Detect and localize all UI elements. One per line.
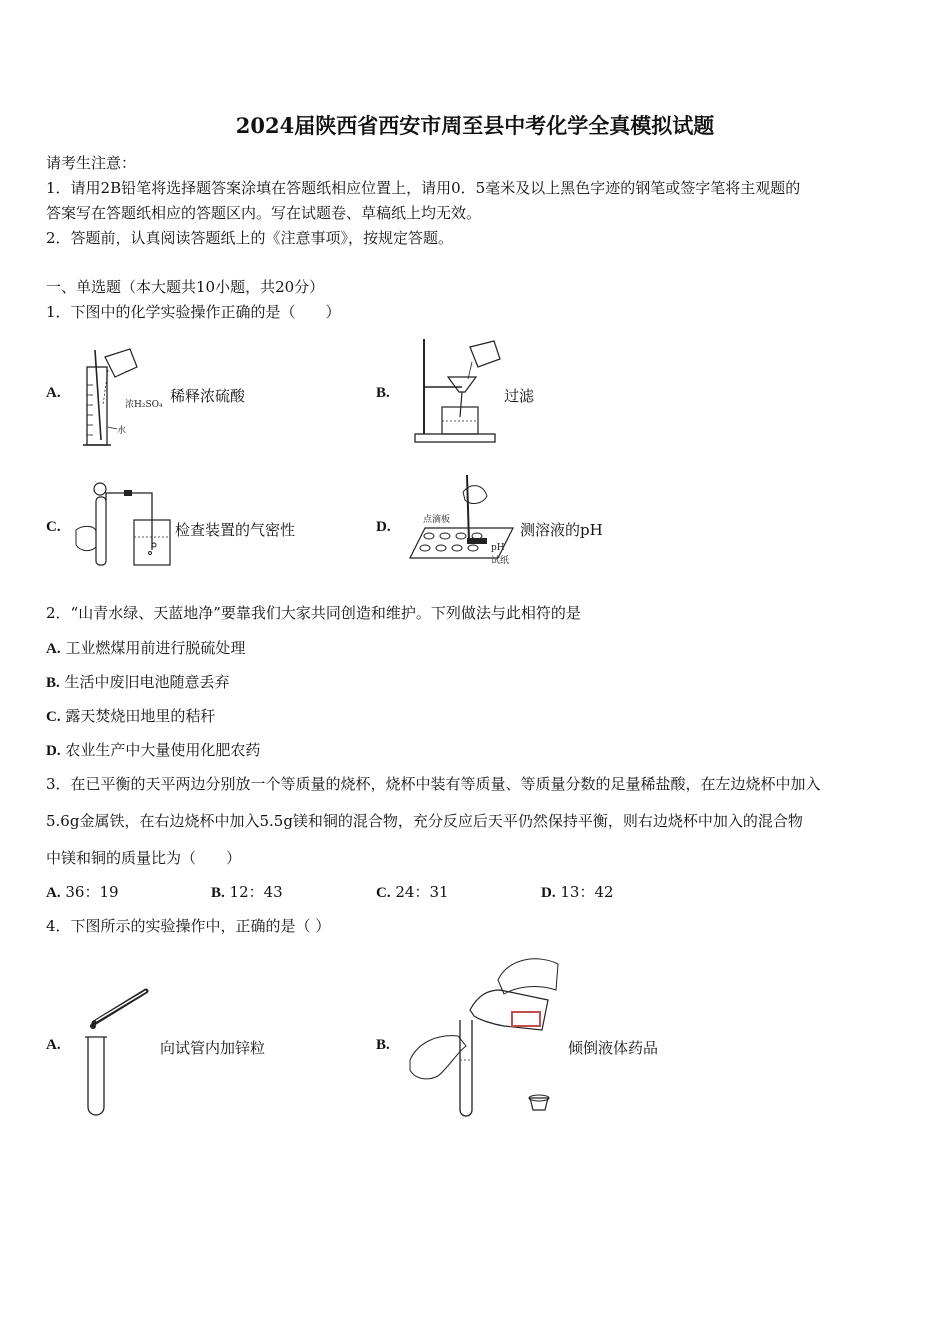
question-3-line-3: 中镁和铜的质量比为（ ） bbox=[46, 849, 242, 867]
q2-option-c-letter: C. bbox=[46, 709, 61, 725]
glass-rod bbox=[467, 475, 469, 542]
q2-option-c-text: 露天焚烧田地里的秸秆 bbox=[65, 707, 216, 725]
bottle-label bbox=[512, 1012, 540, 1026]
figure-a-water-label: 水 bbox=[117, 426, 127, 436]
q1-option-c-label: 检查装置的气密性 bbox=[175, 521, 296, 539]
funnel-stem bbox=[460, 392, 462, 417]
dilute-sulfuric-acid-figure bbox=[75, 345, 170, 450]
q2-option-a-letter: A. bbox=[46, 641, 61, 657]
funnel bbox=[448, 377, 476, 392]
tube-clip bbox=[124, 490, 132, 496]
q3-option-c bbox=[376, 881, 449, 902]
q2-option-d bbox=[46, 739, 260, 760]
page-title: 2024届陕西省西安市周至县中考化学全真模拟试题 bbox=[235, 113, 715, 138]
notice-item-2: 2．答题前，认真阅读答题纸上的《注意事项》，按规定答题。 bbox=[46, 229, 454, 247]
q3-option-a-letter: A. bbox=[46, 885, 61, 901]
q2-option-c bbox=[46, 705, 215, 726]
q2-option-b-letter: B. bbox=[46, 675, 60, 691]
q3-option-b-letter: B. bbox=[211, 885, 225, 901]
q3-option-c-text: 24：31 bbox=[395, 883, 449, 901]
tweezers-gap bbox=[96, 991, 146, 1021]
ph-paper bbox=[467, 538, 487, 544]
figure-d-ph-label: pH bbox=[491, 543, 505, 553]
cylinder-graduations bbox=[87, 385, 93, 435]
figure-d-plate-label: 点滴板 bbox=[423, 515, 451, 525]
glass-rod bbox=[95, 350, 101, 440]
question-2-stem: 2．“山青水绿、天蓝地净”要靠我们大家共同创造和维护。下列做法与此相符的是 bbox=[46, 604, 581, 622]
q3-option-c-letter: C. bbox=[376, 885, 391, 901]
ph-test-figure bbox=[405, 470, 515, 570]
notice-item-1-line-1: 1．请用2B铅笔将选择题答案涂填在答题纸相应位置上，请用0．5毫米及以上黑色字迹的钢笔或签字笔将主观题的 bbox=[46, 179, 801, 197]
q3-option-a-text: 36：19 bbox=[65, 883, 119, 901]
hand-icon bbox=[498, 959, 558, 994]
question-3-line-2: 5.6g金属铁，在右边烧杯中加入5.5g镁和铜的混合物，充分反应后天平仍然保持平衡，则右边烧杯中加入的混合物 bbox=[46, 812, 803, 830]
q2-option-a-text: 工业燃煤用前进行脱硫处理 bbox=[65, 639, 246, 657]
question-4-stem: 4．下图所示的实验操作中，正确的是（ ） bbox=[46, 917, 331, 935]
q2-option-a bbox=[46, 637, 245, 658]
bottle-stopper bbox=[530, 1098, 548, 1110]
reagent-bottle bbox=[470, 990, 548, 1030]
airtightness-check-figure bbox=[72, 475, 172, 570]
delivery-tube bbox=[106, 493, 152, 550]
q2-option-b-text: 生活中废旧电池随意丢弃 bbox=[64, 673, 230, 691]
figure-a-acid-label: 浓H₂SO₄ bbox=[125, 400, 163, 410]
bubble bbox=[149, 552, 152, 555]
q1-option-d-label: 测溶液的pH bbox=[520, 521, 603, 539]
q4-option-b-label: 倾倒液体药品 bbox=[568, 1039, 659, 1057]
funnel-bulb bbox=[94, 483, 106, 495]
test-tube bbox=[88, 1037, 104, 1115]
zinc-into-test-tube-figure bbox=[80, 985, 155, 1120]
filtration-figure bbox=[410, 337, 505, 447]
figure-d-paper-label: 试纸 bbox=[491, 556, 510, 566]
pouring-beaker bbox=[470, 341, 500, 367]
q3-option-d-letter: D. bbox=[541, 885, 556, 901]
q2-option-b bbox=[46, 671, 230, 692]
notice-item-1-line-2: 答案写在答题纸相应的答题区内。写在试题卷、草稿纸上均无效。 bbox=[46, 204, 482, 222]
q1-option-d-letter: D. bbox=[376, 519, 391, 535]
q1-option-a-label: 稀释浓硫酸 bbox=[170, 387, 246, 405]
q2-option-d-letter: D. bbox=[46, 743, 61, 759]
hand-icon bbox=[410, 1036, 466, 1079]
notice-heading: 请考生注意： bbox=[46, 154, 137, 172]
q4-option-a-letter: A. bbox=[46, 1037, 61, 1053]
q1-option-c-letter: C. bbox=[46, 519, 61, 535]
q1-option-b-letter: B. bbox=[376, 385, 390, 401]
q4-option-a-label: 向试管内加锌粒 bbox=[160, 1039, 266, 1057]
water-pointer bbox=[108, 427, 117, 429]
q3-option-b bbox=[211, 881, 283, 902]
acid-beaker bbox=[105, 349, 137, 377]
q4-option-b-letter: B. bbox=[376, 1037, 390, 1053]
pour-liquid-figure bbox=[408, 950, 568, 1120]
test-tube bbox=[460, 1020, 472, 1116]
q2-option-d-text: 农业生产中大量使用化肥农药 bbox=[65, 741, 261, 759]
question-1-stem: 1．下图中的化学实验操作正确的是（ ） bbox=[46, 303, 341, 321]
test-tube bbox=[96, 497, 106, 565]
q3-option-d-text: 13：42 bbox=[560, 883, 614, 901]
section-heading: 一、单选题（本大题共10小题，共20分） bbox=[46, 278, 325, 296]
q3-option-b-text: 12：43 bbox=[229, 883, 283, 901]
hand-icon bbox=[76, 526, 96, 550]
stand-base bbox=[415, 434, 495, 442]
q1-option-a-letter: A. bbox=[46, 385, 61, 401]
q1-option-b-label: 过滤 bbox=[504, 387, 535, 405]
question-3-line-1: 3．在已平衡的天平两边分别放一个等质量的烧杯，烧杯中装有等质量、等质量分数的足量稀盐酸，在左边烧杯中加入 bbox=[46, 775, 821, 793]
q3-option-a bbox=[46, 881, 119, 902]
q3-option-d bbox=[541, 881, 614, 902]
zinc-granule bbox=[90, 1023, 96, 1029]
